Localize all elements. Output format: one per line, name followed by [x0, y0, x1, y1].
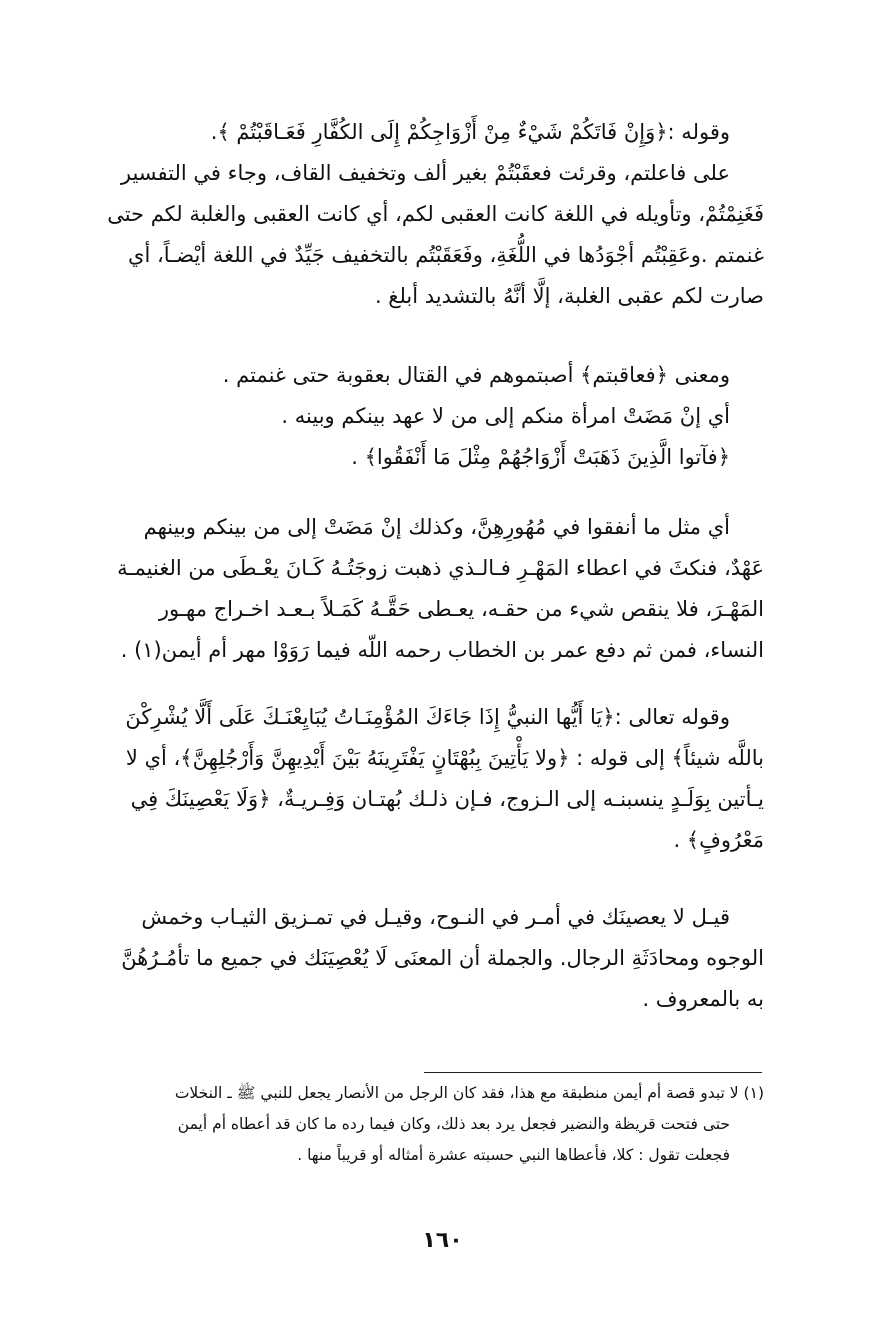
text-line: صارت لكم عقبى الغلبة، إلَّا أنَّهُ بالتشديد أبلغ .: [374, 284, 764, 308]
text-line: عَهْدٌ، فنكثَ في اعطاء المَهْـرِ فـالـذي ذهبت زوجَتُـهُ كَـانَ يعْـطَى من الغنيمـة: [117, 556, 764, 580]
text-line: وقوله تعالى :﴿يَا أَيُّها النبيُّ إِذَا جَاءَكَ المُؤْمِنَـاتُ يُبَايِعْنَـكَ عَلَى أَلَّا يُشْرِكْنَ: [125, 705, 730, 729]
text-line: أي مثل ما أنفقوا في مُهُورِهِنَّ، وكذلك إنْ مَضَتْ إلى من بينكم وبينهم: [143, 515, 730, 539]
footnote-line: فجعلت تقول : كلا، فأعطاها النبي حسبته عشرة أمثاله أو قريباً منها .: [297, 1146, 730, 1164]
footnote-line: حتى فتحت قريظة والنضير فجعل يرد بعد ذلك، وكان فيما رده ما كان قد أعطاه أم أيمن: [177, 1115, 730, 1133]
text-line: وقوله :﴿وَإِنْ فَاتَكُمْ شَيْءٌ مِنْ أَزْوَاجِكُمْ إِلَى الكُفَّارِ فَعَـاقَبْتُمْ ﴾.: [210, 120, 730, 144]
text-line: الوجوه ومحادَثَةِ الرجال. والجملة أن المعنَى لَا يُعْصِيَنَك في جميع ما تأمُـرُهُنَّ: [121, 946, 764, 970]
footnote-divider: [424, 1072, 762, 1073]
text-line: المَهْـرَ، فلا ينقص شيء من حقـه، يعـطى حَقَّـهُ كَمَـلاً بـعـد اخـراج مهـور: [158, 597, 764, 621]
text-line: على فاعلتم، وقرئت فعقَبْتُمْ بغير ألف وتخفيف القاف، وجاء في التفسير: [120, 161, 730, 185]
paragraph-explanation-2: [92, 897, 764, 1020]
footnote-line: (١) لا تبدو قصة أم أيمن منطبقة مع هذا، فقد كان الرجل من الأنصار يجعل للنبي ﷺ ـ النخلات: [174, 1084, 764, 1102]
text-line: ﴿فآتوا الَّذِينَ ذَهَبَتْ أَزْوَاجُهُمْ مِثْلَ مَا أَنْفَقُوا﴾ .: [351, 445, 730, 469]
text-line: ومعنى ﴿فعاقبتم﴾ أصبتموهم في القتال بعقوبة حتى غنمتم .: [222, 363, 730, 387]
footnote: [92, 1078, 764, 1171]
text-line: مَعْرُوفٍ﴾ .: [673, 828, 764, 852]
text-line: يـأتين بِوَلَـدٍ ينسبنـه إلى الـزوج، فـإن ذلـك بُهتـان وَفِـريـةٌ، ﴿وَلَا يَعْصِينَكَ فِي: [130, 787, 764, 811]
paragraph-dowry: [92, 507, 764, 671]
paragraph-verse-2: [92, 697, 764, 861]
page-number: ١٦٠: [422, 1228, 463, 1253]
text-line: غنمتم .وعَقِبْتُم أجْوَدُها في اللُّغَةِ، وفَعَقَبْتُم بالتخفيف جَيِّدٌ في اللغة أيْضـاً، أي: [128, 243, 764, 267]
text-line: فَغَنِمْتُمْ، وتأويله في اللغة كانت العقبى لكم، أي كانت العقبى والغلبة لكم حتى: [107, 202, 764, 226]
paragraph-explanation-1: [92, 153, 764, 317]
text-line: النساء، فمن ثم دفع عمر بن الخطاب رحمه اللّه فيما رَوَوْا مهر أم أيمن(١) .: [120, 638, 764, 662]
text-line: به بالمعروف .: [642, 987, 764, 1011]
text-line: أي إنْ مَضَتْ امرأة منكم إلى من لا عهد بينكم وبينه .: [281, 404, 730, 428]
text-line: قيـل لا يعصينَك في أمـر في النـوح، وقيـل في تمـزيق الثيـاب وخمش: [141, 905, 730, 929]
text-line: باللَّه شيئاً﴾ إلى قوله : ﴿ولا يَأْتِينَ بِبُهْتَانٍ يَفْتَرِينَهُ بَيْنَ أَيْدِيهِنَّ وَأَرْجُلِهِنَّ﴾، أي لا: [125, 746, 764, 770]
paragraph-verse-1: [92, 112, 764, 153]
paragraph-meaning: [92, 355, 764, 478]
